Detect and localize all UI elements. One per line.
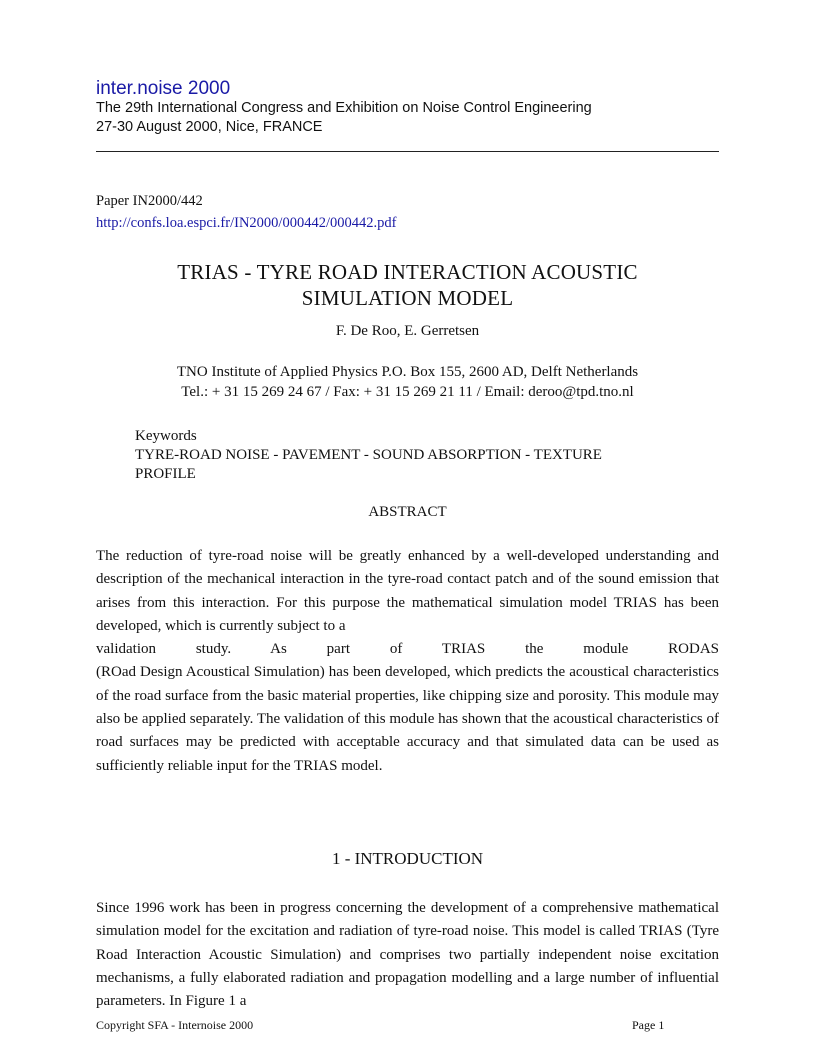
paper-title-line2: SIMULATION MODEL	[301, 286, 514, 310]
abstract-part2: (ROad Design Acoustical Simulation) has been developed, which predicts the acoustical characteristics of the road surface from the basic material properties, like chipping size and porosity. This module may also be applied separately. The validation of this module has shown that the acoustical characteristics of road surfaces may be predicted with acceptable accuracy and that simulated data can be used as sufficiently reliable input for the TRIAS model.	[96, 664, 719, 774]
footer-page-number: Page 1	[632, 1018, 665, 1032]
introduction-body: Since 1996 work has been in progress concerning the development of a comprehensive mathematical simulation model for the excitation and radiation of tyre-road noise. This model is called TRIAS (Tyre Road Interaction Acoustic Simulation) and comprises two partially independent noise excitation mechanisms, a fully elaborated radiation and propagation modelling and a large number of influential parameters. In Figure 1 a	[96, 900, 719, 1010]
introduction-heading: 1 - INTRODUCTION	[331, 849, 484, 868]
abstract-heading: ABSTRACT	[368, 504, 447, 520]
footer-copyright: Copyright SFA - Internoise 2000	[96, 1018, 254, 1032]
keywords-line1: TYRE-ROAD NOISE - PAVEMENT - SOUND ABSORPTION - TEXTURE	[135, 447, 602, 463]
paper-authors: F. De Roo, E. Gerretsen	[335, 323, 480, 339]
keywords-label: Keywords	[135, 428, 197, 444]
header-divider	[96, 151, 719, 152]
paper-id: Paper IN2000/442	[96, 193, 203, 209]
abstract-body	[96, 545, 719, 778]
paper-affiliation: TNO Institute of Applied Physics P.O. Box 155, 2600 AD, Delft Netherlands	[176, 364, 639, 380]
paper-url-link[interactable]: http://confs.loa.espci.fr/IN2000/000442/000442.pdf	[96, 215, 397, 231]
paper-title-line1: TRIAS - TYRE ROAD INTERACTION ACOUSTIC	[177, 260, 638, 284]
conference-date-place: 27-30 August 2000, Nice, FRANCE	[96, 119, 323, 135]
conference-subtitle: The 29th International Congress and Exhibition on Noise Control Engineering	[96, 100, 592, 116]
abstract-line-short: validation study. As part of TRIAS the module RODAS	[96, 641, 719, 658]
keywords-line2: PROFILE	[135, 466, 196, 482]
abstract-part1: The reduction of tyre-road noise will be greatly enhanced by a well-developed understanding and description of the mechanical interaction in the tyre-road contact patch and of the sound emission that arises from this interaction. For this purpose the mathematical simulation model TRIAS has been developed, which is currently subject to a	[96, 548, 719, 634]
conference-name: inter.noise 2000	[96, 78, 231, 99]
paper-contact: Tel.: + 31 15 269 24 67 / Fax: + 31 15 269 21 11 / Email: deroo@tpd.tno.nl	[181, 384, 634, 400]
